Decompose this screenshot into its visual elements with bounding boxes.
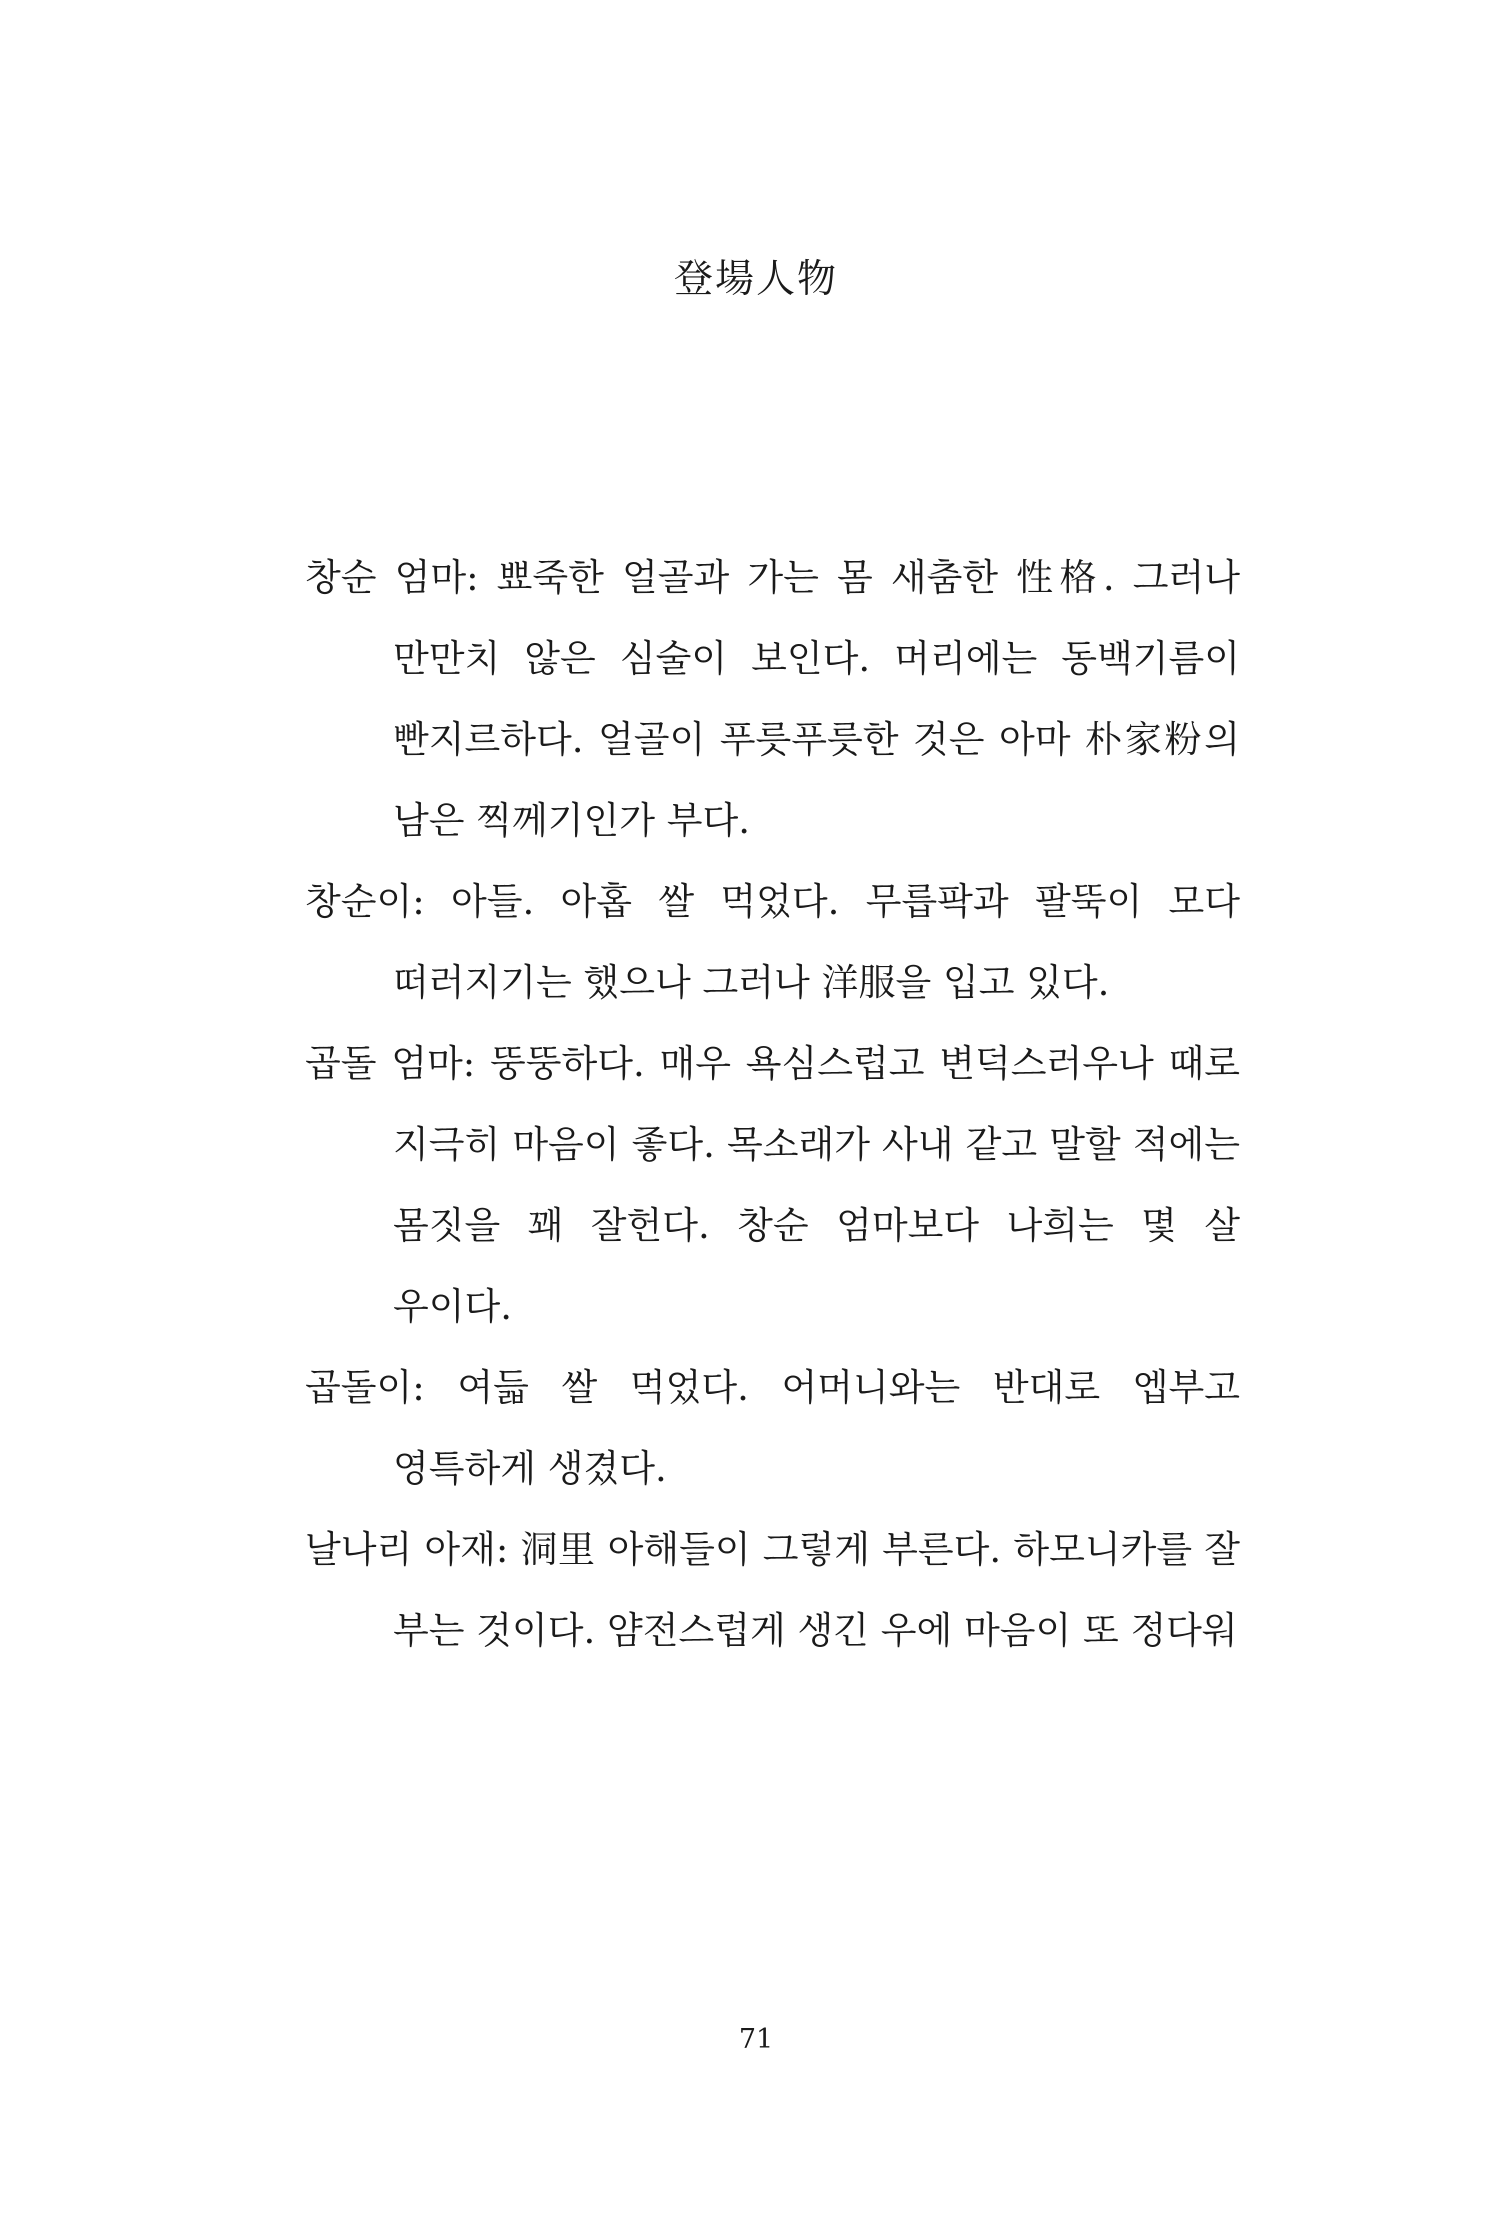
character-entry-changsun-mother: 창순 엄마: 뾰죽한 얼골과 가는 몸 새춤한 性格. 그러나 만만치 않은 심술이 보인다. 머리에는 동백기름이 빤지르하다. 얼골이 푸릇푸릇한 것은 아마 朴家粉의 남은 찍께기인가 부다. bbox=[305, 556, 1240, 842]
page-title: 登場人物 bbox=[673, 257, 838, 302]
character-entry-gopdol-mother: 곱돌 엄마: 뚱뚱하다. 매우 욕심스럽고 변덕스러우나 때로 지극히 마음이 좋다. 목소래가 사내 같고 말할 적에는 몸짓을 꽤 잘헌다. 창순 엄마보다 나희는 몇 살 우이다. bbox=[305, 1042, 1240, 1328]
page-number: 71 bbox=[738, 2024, 774, 2055]
character-entry-gopdol: 곱돌이: 여듧 쌀 먹었다. 어머니와는 반대로 엡부고 영특하게 생겼다. bbox=[305, 1366, 1240, 1490]
character-entry-nallari-uncle: 날나리 아재: 洞里 아해들이 그렇게 부른다. 하모니카를 잘 부는 것이다. 얌전스럽게 생긴 우에 마음이 또 정다워 bbox=[305, 1528, 1240, 1652]
character-list bbox=[305, 537, 1240, 1671]
character-entry-changsun: 창순이: 아들. 아홉 쌀 먹었다. 무릅팍과 팔뚝이 모다 떠러지기는 했으나 그러나 洋服을 입고 있다. bbox=[305, 880, 1240, 1004]
